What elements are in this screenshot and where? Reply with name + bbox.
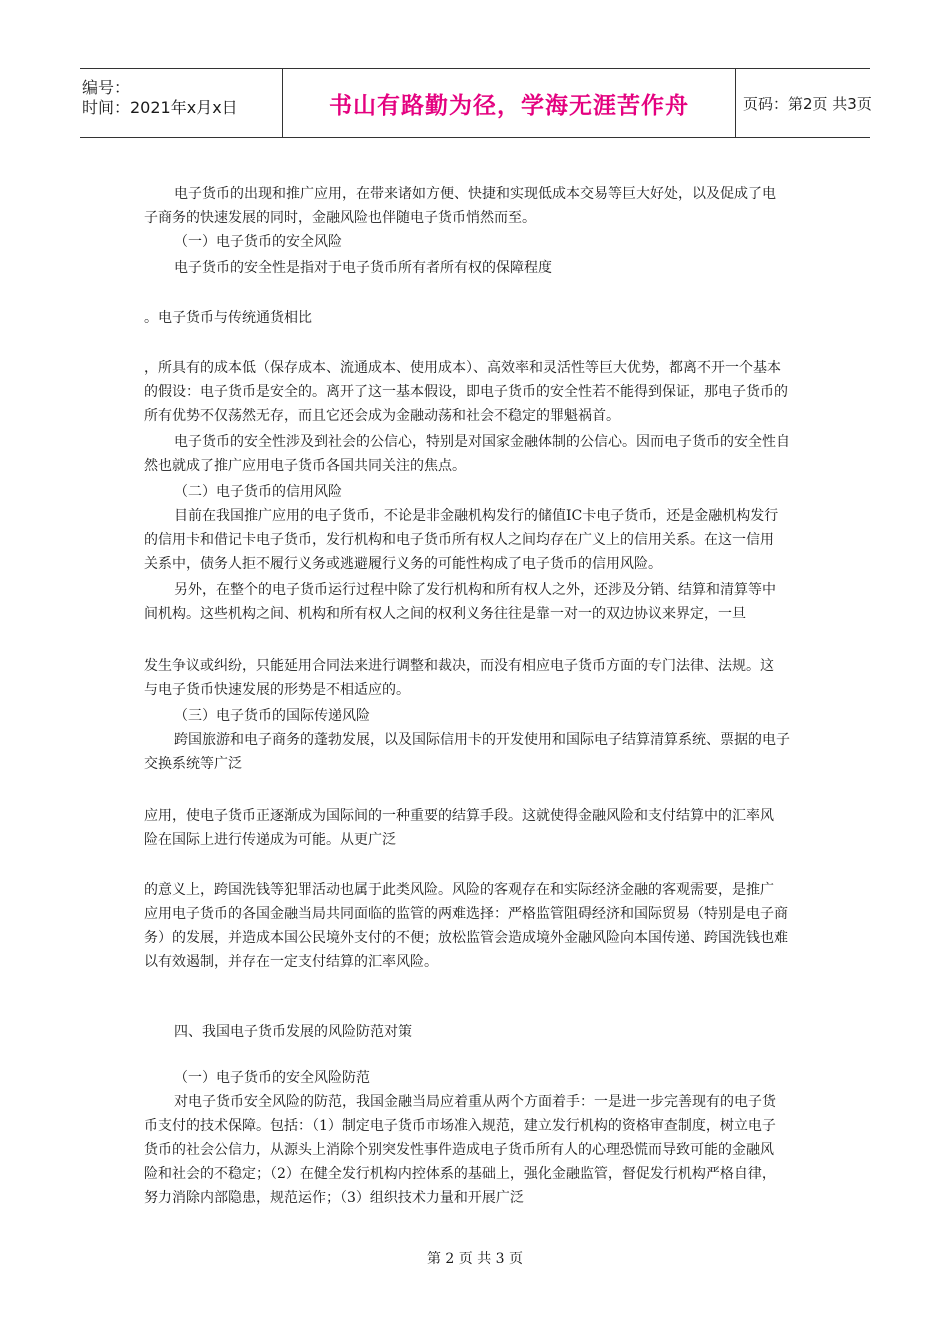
text-line: 关系中，债务人拒不履行义务或逃避履行义务的可能性构成了电子货币的信用风险。 [144,556,662,572]
text-line: 跨国旅游和电子商务的蓬勃发展，以及国际信用卡的开发使用和国际电子结算清算系统、票据的电子 [174,732,790,748]
header-info [80,69,282,137]
text-line: 所有优势不仅荡然无存，而且它还会成为金融动荡和社会不稳定的罪魁祸首。 [144,408,620,424]
page-footer: 第 2 页 共 3 页 [426,1251,524,1267]
header-motto-cell [282,69,736,137]
text-line: 目前在我国推广应用的电子货币，不论是非金融机构发行的储值IC卡电子货币，还是金融机构发行 [174,508,779,524]
text-line: 应用电子货币的各国金融当局共同面临的监管的两难选择：严格监管阻碍经济和国际贸易（特别是电子商 [144,906,788,922]
text-line: 应用，使电子货币正逐渐成为国际间的一种重要的结算手段。这就使得金融风险和支付结算中的汇率风 [144,808,774,824]
text-line: （二）电子货币的信用风险 [174,484,342,500]
header-page-cell [735,69,878,137]
text-line: （一）电子货币的安全风险防范 [174,1070,370,1086]
text-line: 与电子货币快速发展的形势是不相适应的。 [144,682,410,698]
text-line: 努力消除内部隐患，规范运作；（3）组织技术力量和开展广泛 [144,1190,524,1206]
text-line: 的假设：电子货币是安全的。离开了这一基本假设，即电子货币的安全性若不能得到保证，那电子货币的 [144,384,788,400]
text-line: 以有效遏制，并存在一定支付结算的汇率风险。 [144,954,438,970]
text-line: 币支付的技术保障。包括：（1）制定电子货币市场准入规范，建立发行机构的资格审查制度，树立电子 [144,1118,776,1134]
text-line: 对电子货币安全风险的防范，我国金融当局应着重从两个方面着手：一是进一步完善现有的电子货 [174,1094,776,1110]
date-label: 时间：2021年x月x日 [82,98,238,117]
text-line: 的信用卡和借记卡电子货币，发行机构和电子货币所有权人之间均存在广义上的信用关系。在这一信用 [144,532,774,548]
text-line: 货币的社会公信力，从源头上消除个别突发性事件造成电子货币所有人的心理恐慌而导致可能的金融风 [144,1142,774,1158]
text-line: 电子货币的出现和推广应用，在带来诸如方便、快捷和实现低成本交易等巨大好处，以及促成了电 [174,186,776,202]
text-line: 电子货币的安全性涉及到社会的公信心，特别是对国家金融体制的公信心。因而电子货币的安全性自 [174,434,790,450]
text-line: 发生争议或纠纷，只能延用合同法来进行调整和裁决，而没有相应电子货币方面的专门法律、法规。这 [144,658,774,674]
text-line: 险在国际上进行传递成为可能。从更广泛 [144,832,396,848]
motto: 书山有路勤为径，学海无涯苦作舟 [329,92,689,119]
page-header [80,68,870,138]
text-line: 交换系统等广泛 [144,756,242,772]
text-line: 的意义上，跨国洗钱等犯罪活动也属于此类风险。风险的客观存在和实际经济金融的客观需要，是推广 [144,882,774,898]
text-line: 然也就成了推广应用电子货币各国共同关注的焦点。 [144,458,466,474]
text-line: 险和社会的不稳定；（2）在健全发行机构内控体系的基础上，强化金融监管，督促发行机构严格自律， [144,1166,776,1182]
text-line: 电子货币的安全性是指对于电子货币所有者所有权的保障程度 [174,260,552,276]
number-label: 编号： [82,78,131,97]
text-line: 。电子货币与传统通货相比 [144,310,312,326]
text-line: 间机构。这些机构之间、机构和所有权人之间的权利义务往往是靠一对一的双边协议来界定，一旦 [144,606,746,622]
text-line: 务）的发展，并造成本国公民境外支付的不便；放松监管会造成境外金融风险向本国传递、跨国洗钱也难 [144,930,788,946]
text-line: 四、我国电子货币发展的风险防范对策 [174,1024,412,1040]
text-line: 另外，在整个的电子货币运行过程中除了发行机构和所有权人之外，还涉及分销、结算和清算等中 [174,582,776,598]
text-line: 子商务的快速发展的同时，金融风险也伴随电子货币悄然而至。 [144,210,536,226]
text-line: ，所具有的成本低（保存成本、流通成本、使用成本）、高效率和灵活性等巨大优势，都离不开一个基本 [144,360,781,376]
page-label: 页码：第2页 共3页 [743,94,872,113]
text-line: （三）电子货币的国际传递风险 [174,708,370,724]
text-line: （一）电子货币的安全风险 [174,234,342,250]
